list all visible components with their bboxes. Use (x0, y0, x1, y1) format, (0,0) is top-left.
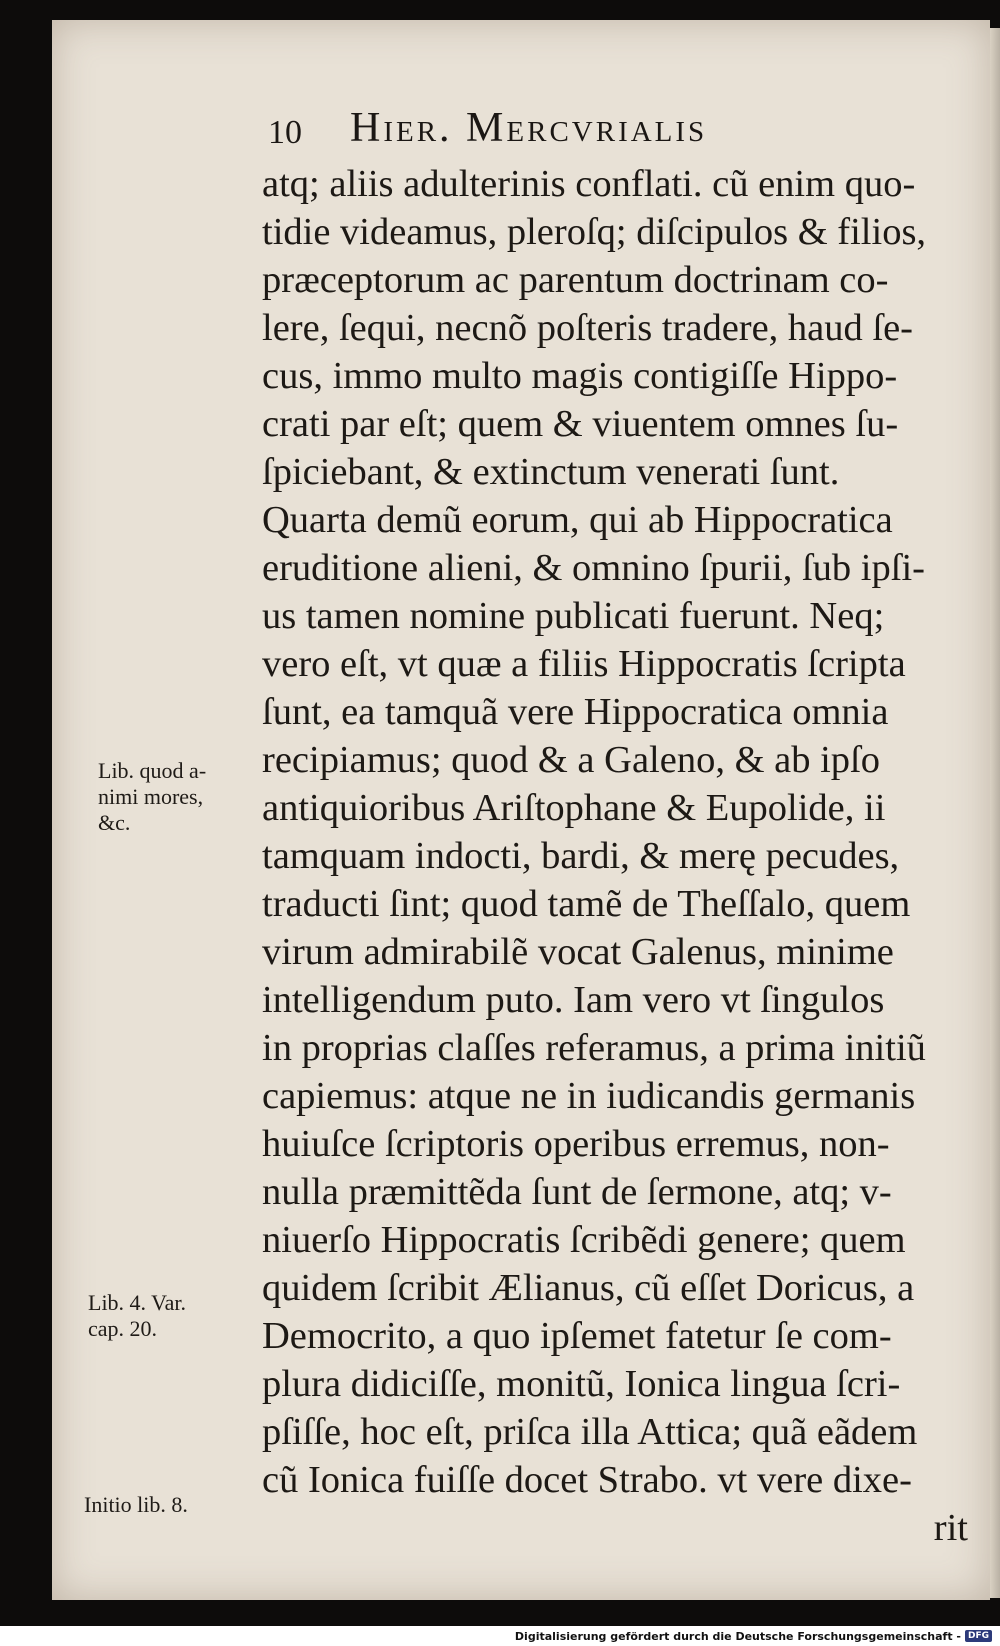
text-line: cus, immo multo magis contigiſſe Hippo- (262, 355, 898, 397)
text-line: pſiſſe, hoc eſt, priſca illa Attica; quã eãdem (262, 1411, 918, 1453)
text-line: tamquam indocti, bardi, & merę pecudes, (262, 835, 900, 877)
marginal-note-line: cap. 20. (88, 1316, 158, 1341)
marginal-note-line: Initio lib. 8. (84, 1492, 188, 1517)
text-line: in proprias claſſes referamus, a prima initiũ (262, 1027, 926, 1069)
body-text (262, 160, 968, 1552)
marginal-note (98, 758, 206, 836)
text-line: huiuſce ſcriptoris operibus erremus, non- (262, 1123, 890, 1165)
text-line: plura didiciſſe, monitũ, Ionica lingua ſcri- (262, 1363, 901, 1405)
text-line: recipiamus; quod & a Galeno, & ab ipſo (262, 739, 880, 781)
text-line: præceptorum ac parentum doctrinam co- (262, 259, 889, 301)
text-line: capiemus: atque ne in iudicandis germanis (262, 1075, 916, 1117)
text-line: crati par eſt; quem & viuentem omnes ſu- (262, 403, 899, 445)
text-line: intelligendum puto. Iam vero vt ſingulos (262, 979, 885, 1021)
text-line: antiquioribus Ariſtophane & Eupolide, ii (262, 787, 886, 829)
text-line: us tamen nomine publicati fuerunt. Neq; (262, 595, 885, 637)
marginal-note (88, 1290, 186, 1342)
page-header (268, 100, 888, 152)
text-line: cũ Ionica fuiſſe docet Strabo. vt vere dixe- (262, 1459, 912, 1501)
text-line: virum admirabilẽ vocat Galenus, minime (262, 931, 894, 973)
marginal-note-line: &c. (98, 810, 131, 835)
footer-text: Digitalisierung gefördert durch die Deutsche Forschungsgemeinschaft - (514, 1629, 961, 1643)
text-line: ſpiciebant, & extinctum venerati ſunt. (262, 451, 840, 493)
text-line: nulla præmittẽda ſunt de ſermone, atq; v- (262, 1171, 892, 1213)
text-line: atq; aliis adulterinis conflati. cũ enim quo- (262, 163, 916, 205)
text-line: lere, ſequi, necnõ poſteris tradere, haud ſe- (262, 307, 914, 349)
page-number: 10 (268, 114, 302, 151)
text-line: niuerſo Hippocratis ſcribẽdi genere; quem (262, 1219, 906, 1261)
text-line: traducti ſint; quod tamẽ de Theſſalo, quem (262, 883, 911, 925)
text-line: tidie videamus, pleroſq; diſcipulos & filios, (262, 211, 927, 253)
text-line: Quarta demũ eorum, qui ab Hippocratica (262, 499, 893, 541)
catchword: rit (933, 1507, 968, 1549)
marginal-note-line: Lib. 4. Var. (88, 1290, 186, 1315)
text-line: ſunt, ea tamquã vere Hippocratica omnia (262, 691, 889, 733)
marginal-note-line: nimi mores, (98, 784, 204, 809)
book-edge (990, 28, 1000, 1598)
dfg-logo-icon: DFG (965, 1630, 992, 1642)
running-title: Hier. Mercvrialis (350, 105, 708, 151)
footer-bar (0, 1626, 1000, 1646)
text-line: Democrito, a quo ipſemet fatetur ſe com- (262, 1315, 892, 1357)
text-line: quidem ſcribit Ælianus, cũ eſſet Doricus, a (262, 1267, 915, 1309)
text-line: vero eſt, vt quæ a filiis Hippocratis ſcripta (262, 643, 906, 685)
text-line: eruditione alieni, & omnino ſpurii, ſub ipſi- (262, 547, 925, 589)
marginal-note (84, 1492, 188, 1518)
marginal-note-line: Lib. quod a- (98, 758, 207, 783)
